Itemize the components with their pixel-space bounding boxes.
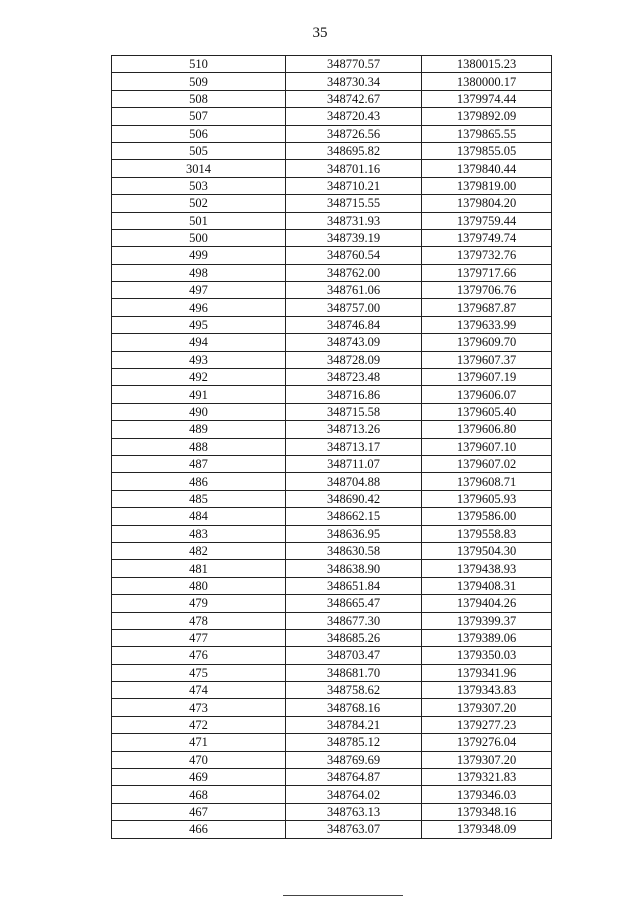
x-coordinate-cell: 348763.07 (286, 821, 422, 838)
x-coordinate-cell: 348710.21 (286, 177, 422, 194)
table-row (112, 595, 552, 612)
y-coordinate-cell: 1379607.10 (422, 438, 552, 455)
table-row (112, 490, 552, 507)
table-row (112, 508, 552, 525)
table-row (112, 421, 552, 438)
y-coordinate-cell: 1379605.40 (422, 403, 552, 420)
point-number-cell: 473 (112, 699, 286, 716)
point-number-cell: 471 (112, 734, 286, 751)
x-coordinate-cell: 348770.57 (286, 56, 422, 73)
y-coordinate-cell: 1379348.09 (422, 821, 552, 838)
table-row (112, 177, 552, 194)
point-number-cell: 467 (112, 803, 286, 820)
x-coordinate-cell: 348761.06 (286, 282, 422, 299)
x-coordinate-cell: 348769.69 (286, 751, 422, 768)
y-coordinate-cell: 1379717.66 (422, 264, 552, 281)
table-row (112, 438, 552, 455)
x-coordinate-cell: 348716.86 (286, 386, 422, 403)
point-number-cell: 490 (112, 403, 286, 420)
y-coordinate-cell: 1379343.83 (422, 682, 552, 699)
y-coordinate-cell: 1379732.76 (422, 247, 552, 264)
y-coordinate-cell: 1379607.02 (422, 455, 552, 472)
table-row (112, 629, 552, 646)
x-coordinate-cell: 348681.70 (286, 664, 422, 681)
x-coordinate-cell: 348763.13 (286, 803, 422, 820)
table-row (112, 647, 552, 664)
point-number-cell: 501 (112, 212, 286, 229)
y-coordinate-cell: 1380000.17 (422, 73, 552, 90)
y-coordinate-cell: 1379606.07 (422, 386, 552, 403)
table-row (112, 612, 552, 629)
point-number-cell: 476 (112, 647, 286, 664)
table-row (112, 334, 552, 351)
y-coordinate-cell: 1379819.00 (422, 177, 552, 194)
y-coordinate-cell: 1379606.80 (422, 421, 552, 438)
x-coordinate-cell: 348703.47 (286, 647, 422, 664)
table-row (112, 56, 552, 73)
y-coordinate-cell: 1379307.20 (422, 751, 552, 768)
point-number-cell: 499 (112, 247, 286, 264)
y-coordinate-cell: 1379307.20 (422, 699, 552, 716)
x-coordinate-cell: 348701.16 (286, 160, 422, 177)
table-row (112, 282, 552, 299)
x-coordinate-cell: 348715.58 (286, 403, 422, 420)
point-number-cell: 507 (112, 108, 286, 125)
point-number-cell: 475 (112, 664, 286, 681)
point-number-cell: 477 (112, 629, 286, 646)
x-coordinate-cell: 348731.93 (286, 212, 422, 229)
x-coordinate-cell: 348677.30 (286, 612, 422, 629)
y-coordinate-cell: 1379438.93 (422, 560, 552, 577)
x-coordinate-cell: 348743.09 (286, 334, 422, 351)
table-row (112, 803, 552, 820)
table-row (112, 247, 552, 264)
y-coordinate-cell: 1379759.44 (422, 212, 552, 229)
table-row (112, 769, 552, 786)
table-row (112, 716, 552, 733)
point-number-cell: 472 (112, 716, 286, 733)
table-row (112, 786, 552, 803)
point-number-cell: 497 (112, 282, 286, 299)
table-row (112, 473, 552, 490)
table-row (112, 108, 552, 125)
table-row (112, 212, 552, 229)
table-row (112, 195, 552, 212)
x-coordinate-cell: 348715.55 (286, 195, 422, 212)
table-row (112, 386, 552, 403)
table-row (112, 351, 552, 368)
point-number-cell: 470 (112, 751, 286, 768)
point-number-cell: 502 (112, 195, 286, 212)
x-coordinate-cell: 348758.62 (286, 682, 422, 699)
x-coordinate-cell: 348764.02 (286, 786, 422, 803)
point-number-cell: 496 (112, 299, 286, 316)
y-coordinate-cell: 1379350.03 (422, 647, 552, 664)
point-number-cell: 483 (112, 525, 286, 542)
x-coordinate-cell: 348713.17 (286, 438, 422, 455)
x-coordinate-cell: 348742.67 (286, 90, 422, 107)
table-row (112, 542, 552, 559)
point-number-cell: 485 (112, 490, 286, 507)
coordinates-table (111, 55, 552, 839)
point-number-cell: 506 (112, 125, 286, 142)
x-coordinate-cell: 348665.47 (286, 595, 422, 612)
table-row (112, 682, 552, 699)
x-coordinate-cell: 348662.15 (286, 508, 422, 525)
x-coordinate-cell: 348728.09 (286, 351, 422, 368)
point-number-cell: 466 (112, 821, 286, 838)
y-coordinate-cell: 1379804.20 (422, 195, 552, 212)
x-coordinate-cell: 348757.00 (286, 299, 422, 316)
table-row (112, 316, 552, 333)
point-number-cell: 495 (112, 316, 286, 333)
point-number-cell: 493 (112, 351, 286, 368)
y-coordinate-cell: 1379840.44 (422, 160, 552, 177)
x-coordinate-cell: 348784.21 (286, 716, 422, 733)
x-coordinate-cell: 348726.56 (286, 125, 422, 142)
table-row (112, 577, 552, 594)
y-coordinate-cell: 1379389.06 (422, 629, 552, 646)
point-number-cell: 3014 (112, 160, 286, 177)
y-coordinate-cell: 1379633.99 (422, 316, 552, 333)
point-number-cell: 509 (112, 73, 286, 90)
table-row (112, 229, 552, 246)
table-row (112, 73, 552, 90)
y-coordinate-cell: 1379346.03 (422, 786, 552, 803)
y-coordinate-cell: 1379408.31 (422, 577, 552, 594)
x-coordinate-cell: 348690.42 (286, 490, 422, 507)
y-coordinate-cell: 1379277.23 (422, 716, 552, 733)
point-number-cell: 468 (112, 786, 286, 803)
point-number-cell: 500 (112, 229, 286, 246)
y-coordinate-cell: 1379855.05 (422, 142, 552, 159)
page-number: 35 (312, 25, 328, 41)
point-number-cell: 510 (112, 56, 286, 73)
x-coordinate-cell: 348768.16 (286, 699, 422, 716)
table-row (112, 734, 552, 751)
table-row (112, 821, 552, 838)
y-coordinate-cell: 1379608.71 (422, 473, 552, 490)
y-coordinate-cell: 1379404.26 (422, 595, 552, 612)
x-coordinate-cell: 348651.84 (286, 577, 422, 594)
table-row (112, 142, 552, 159)
table-row (112, 403, 552, 420)
table-row (112, 455, 552, 472)
table-row (112, 299, 552, 316)
table-row (112, 125, 552, 142)
table-row (112, 560, 552, 577)
point-number-cell: 488 (112, 438, 286, 455)
y-coordinate-cell: 1379348.16 (422, 803, 552, 820)
point-number-cell: 469 (112, 769, 286, 786)
y-coordinate-cell: 1379607.37 (422, 351, 552, 368)
y-coordinate-cell: 1379276.04 (422, 734, 552, 751)
point-number-cell: 492 (112, 369, 286, 386)
x-coordinate-cell: 348636.95 (286, 525, 422, 542)
table-body (112, 56, 552, 839)
y-coordinate-cell: 1379749.74 (422, 229, 552, 246)
point-number-cell: 479 (112, 595, 286, 612)
y-coordinate-cell: 1379607.19 (422, 369, 552, 386)
x-coordinate-cell: 348764.87 (286, 769, 422, 786)
x-coordinate-cell: 348704.88 (286, 473, 422, 490)
y-coordinate-cell: 1379865.55 (422, 125, 552, 142)
point-number-cell: 505 (112, 142, 286, 159)
x-coordinate-cell: 348638.90 (286, 560, 422, 577)
table-row (112, 264, 552, 281)
table-row (112, 751, 552, 768)
x-coordinate-cell: 348760.54 (286, 247, 422, 264)
y-coordinate-cell: 1379341.96 (422, 664, 552, 681)
y-coordinate-cell: 1379609.70 (422, 334, 552, 351)
point-number-cell: 491 (112, 386, 286, 403)
point-number-cell: 486 (112, 473, 286, 490)
point-number-cell: 480 (112, 577, 286, 594)
x-coordinate-cell: 348630.58 (286, 542, 422, 559)
bottom-divider (283, 895, 403, 896)
table-row (112, 699, 552, 716)
x-coordinate-cell: 348695.82 (286, 142, 422, 159)
table-row (112, 525, 552, 542)
y-coordinate-cell: 1379504.30 (422, 542, 552, 559)
point-number-cell: 494 (112, 334, 286, 351)
x-coordinate-cell: 348713.26 (286, 421, 422, 438)
point-number-cell: 498 (112, 264, 286, 281)
table-row (112, 664, 552, 681)
y-coordinate-cell: 1379687.87 (422, 299, 552, 316)
x-coordinate-cell: 348785.12 (286, 734, 422, 751)
point-number-cell: 474 (112, 682, 286, 699)
y-coordinate-cell: 1379558.83 (422, 525, 552, 542)
table-row (112, 369, 552, 386)
point-number-cell: 482 (112, 542, 286, 559)
point-number-cell: 503 (112, 177, 286, 194)
y-coordinate-cell: 1380015.23 (422, 56, 552, 73)
y-coordinate-cell: 1379706.76 (422, 282, 552, 299)
point-number-cell: 478 (112, 612, 286, 629)
x-coordinate-cell: 348723.48 (286, 369, 422, 386)
y-coordinate-cell: 1379974.44 (422, 90, 552, 107)
x-coordinate-cell: 348746.84 (286, 316, 422, 333)
y-coordinate-cell: 1379586.00 (422, 508, 552, 525)
y-coordinate-cell: 1379605.93 (422, 490, 552, 507)
table-row (112, 160, 552, 177)
point-number-cell: 484 (112, 508, 286, 525)
y-coordinate-cell: 1379321.83 (422, 769, 552, 786)
x-coordinate-cell: 348762.00 (286, 264, 422, 281)
point-number-cell: 489 (112, 421, 286, 438)
table-row (112, 90, 552, 107)
x-coordinate-cell: 348685.26 (286, 629, 422, 646)
point-number-cell: 487 (112, 455, 286, 472)
point-number-cell: 508 (112, 90, 286, 107)
x-coordinate-cell: 348730.34 (286, 73, 422, 90)
x-coordinate-cell: 348711.07 (286, 455, 422, 472)
y-coordinate-cell: 1379399.37 (422, 612, 552, 629)
x-coordinate-cell: 348739.19 (286, 229, 422, 246)
point-number-cell: 481 (112, 560, 286, 577)
y-coordinate-cell: 1379892.09 (422, 108, 552, 125)
x-coordinate-cell: 348720.43 (286, 108, 422, 125)
